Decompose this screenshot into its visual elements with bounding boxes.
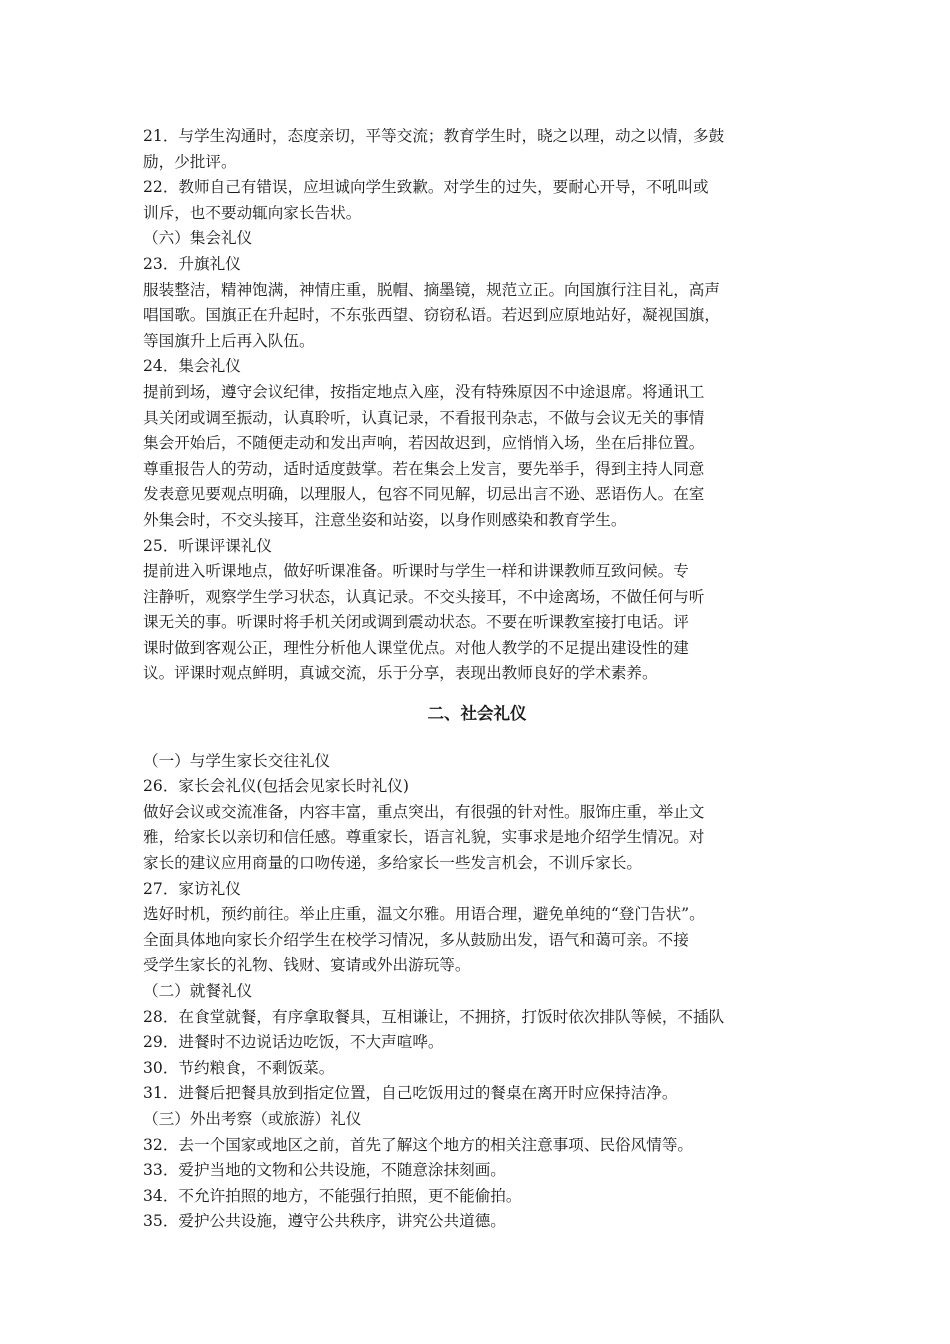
section-heading: 二、社会礼仪 [427,704,527,724]
text-line: 做好会议或交流准备，内容丰富，重点突出，有很强的针对性。服饰庄重，举止文 [143,802,705,821]
text-line: 29．进餐时不边说话边吃饭，不大声喧哗。 [143,1033,444,1052]
text-line: （二）就餐礼仪 [143,982,253,1000]
text-line: 受学生家长的礼物、钱财、宴请或外出游玩等。 [143,956,471,975]
text-line: 提前进入听课地点，做好听课准备。听课时与学生一样和讲课教师互致问候。专 [143,562,689,581]
text-line: 集会开始后，不随便走动和发出声响，若因故迟到，应悄悄入场，坐在后排位置。 [143,434,705,453]
text-line: 雅，给家长以亲切和信任感。尊重家长，语言礼貌，实事求是地介绍学生情况。对 [143,828,705,847]
text-line: 服装整洁，精神饱满，神情庄重，脱帽、摘墨镜，规范立正。向国旗行注目礼，高声 [143,280,720,299]
document-page [143,124,811,1235]
text-line: （一）与学生家长交往礼仪 [143,751,331,770]
text-line: 27．家访礼仪 [143,879,241,898]
text-line: 唱国歌。国旗正在升起时，不东张西望、窃窃私语。若迟到应原地站好，凝视国旗， [143,306,720,325]
text-line: （三）外出考察（或旅游）礼仪 [143,1109,362,1128]
text-line: 22．教师自己有错误，应坦诚向学生致歉。对学生的过失，要耐心开导，不吼叫或 [143,178,709,197]
text-line: 34．不允许拍照的地方，不能强行拍照，更不能偷拍。 [143,1186,522,1205]
text-line: 全面具体地向家长介绍学生在校学习情况，多从鼓励出发，语气和蔼可亲。不接 [143,930,689,949]
text-line: 33．爱护当地的文物和公共设施，不随意涂抹刻画。 [143,1161,506,1180]
text-line: 励，少批评。 [143,152,237,171]
social-etiquette-section [143,749,811,1235]
text-line: 提前到场，遵守会议纪律，按指定地点入座，没有特殊原因不中途退席。将通讯工 [143,382,705,401]
text-line: 课无关的事。听课时将手机关闭或调到震动状态。不要在听课教室接打电话。评 [143,613,689,632]
text-line: 注静听，观察学生学习状态，认真记录。不交头接耳，不中途离场，不做任何与听 [143,587,705,606]
text-line: 尊重报告人的劳动，适时适度鼓掌。若在集会上发言，要先举手，得到主持人同意 [143,459,705,478]
text-line: 26．家长会礼仪(包括会见家长时礼仪) [143,777,409,796]
school-etiquette-section [143,124,811,687]
text-line: （六）集会礼仪 [143,229,253,248]
text-line: 28．在食堂就餐，有序拿取餐具，互相谦让，不拥挤，打饭时依次排队等候，不插队 [143,1007,725,1026]
text-line: 外集会时，不交头接耳，注意坐姿和站姿，以身作则感染和教育学生。 [143,510,627,529]
text-line: 发表意见要观点明确，以理服人，包容不同见解，切忌出言不逊、恶语伤人。在室 [143,485,705,504]
text-line: 家长的建议应用商量的口吻传递，多给家长一些发言机会，不训斥家长。 [143,854,643,873]
text-line: 训斥，也不要动辄向家长告状。 [143,203,362,222]
text-line: 21．与学生沟通时，态度亲切，平等交流；教育学生时，晓之以理，动之以情，多鼓 [143,127,725,145]
text-line: 议。评课时观点鲜明，真诚交流，乐于分享，表现出教师良好的学术素养。 [143,664,658,683]
text-line: 35．爱护公共设施，遵守公共秩序，讲究公共道德。 [143,1212,506,1231]
text-line: 31．进餐后把餐具放到指定位置，自己吃饭用过的餐桌在离开时应保持洁净。 [143,1084,678,1103]
text-line: 32．去一个国家或地区之前，首先了解这个地方的相关注意事项、民俗风情等。 [143,1135,694,1154]
text-line: 25．听课评课礼仪 [143,536,272,555]
text-line: 等国旗升上后再入队伍。 [143,331,315,350]
text-line: 课时做到客观公正，理性分析他人课堂优点。对他人教学的不足提出建设性的建 [143,638,689,657]
text-line: 30．节约粮食，不剩饭菜。 [143,1058,335,1077]
text-line: 具关闭或调至振动，认真聆听，认真记录，不看报刊杂志，不做与会议无关的事情 [143,408,705,427]
text-line: 选好时机，预约前往。举止庄重，温文尔雅。用语合理，避免单纯的“登门告状”。 [143,905,705,924]
text-line: 23．升旗礼仪 [143,254,241,273]
text-line: 24．集会礼仪 [143,357,241,376]
